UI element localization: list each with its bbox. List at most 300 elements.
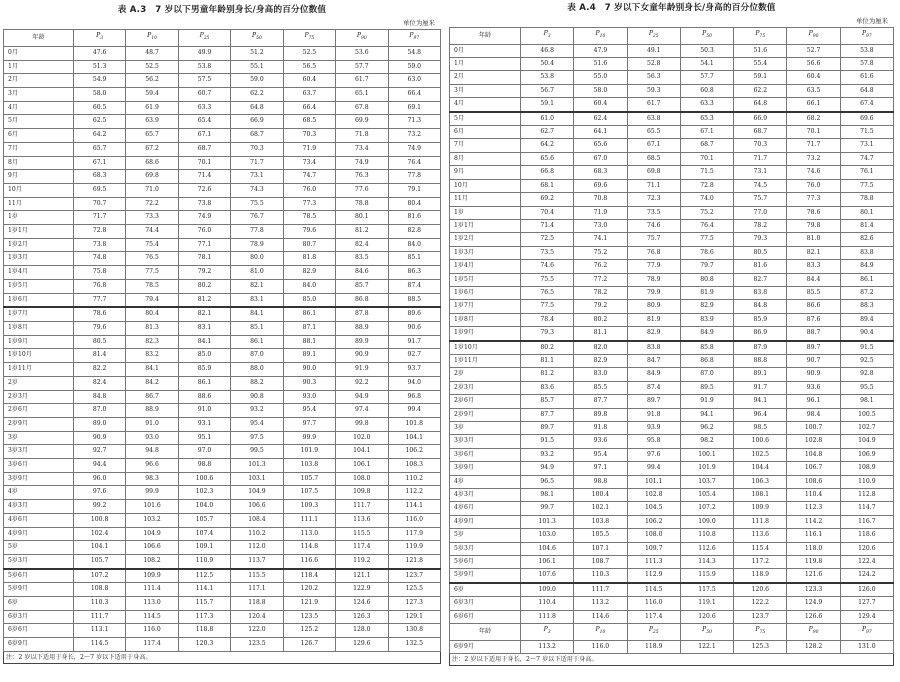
value-cell: 85.8: [680, 341, 733, 355]
value-cell: 61.0: [521, 112, 574, 126]
repeat-header-row: [450, 624, 894, 641]
value-cell: 108.2: [126, 554, 178, 568]
value-cell: 110.9: [840, 475, 893, 488]
value-cell: 117.5: [680, 583, 733, 597]
table-row: [450, 286, 894, 299]
value-cell: 74.7: [840, 152, 893, 165]
value-cell: 120.6: [840, 542, 893, 555]
value-cell: 79.1: [388, 183, 440, 197]
value-cell: 78.1: [178, 252, 230, 266]
value-cell: 80.4: [126, 307, 178, 321]
value-cell: 74.6: [521, 260, 574, 273]
value-cell: 84.9: [840, 260, 893, 273]
value-cell: 78.4: [521, 313, 574, 326]
value-cell: 59.0: [231, 74, 283, 88]
value-cell: 91.8: [627, 408, 680, 421]
value-cell: 68.3: [73, 170, 125, 184]
value-cell: 123.7: [734, 610, 787, 623]
value-cell: 108.1: [734, 489, 787, 502]
value-cell: 82.3: [126, 335, 178, 349]
table-a4: [449, 27, 894, 654]
value-cell: 124.2: [840, 569, 893, 583]
value-cell: 82.4: [336, 238, 388, 252]
value-cell: 104.1: [73, 541, 125, 555]
value-cell: 93.6: [574, 435, 627, 448]
value-cell: 82.9: [574, 354, 627, 367]
value-cell: 79.9: [627, 286, 680, 299]
value-cell: 67.2: [126, 142, 178, 156]
value-cell: 60.5: [73, 101, 125, 115]
value-cell: 109.3: [283, 500, 335, 514]
value-cell: 73.8: [178, 197, 230, 211]
table-row: [4, 390, 441, 404]
value-cell: 90.8: [231, 390, 283, 404]
column-header-p25: $P_{25}$: [627, 28, 680, 45]
value-cell: 52.7: [787, 44, 840, 57]
column-header-p90: $P_{90}$: [336, 30, 388, 47]
value-cell: 111.7: [73, 610, 125, 624]
table-row: [450, 341, 894, 355]
age-cell: 9月: [4, 170, 74, 184]
value-cell: 58.0: [73, 88, 125, 102]
value-cell: 118.9: [734, 569, 787, 583]
age-cell: 1岁11月: [450, 354, 521, 367]
table-header-row: [4, 30, 441, 47]
value-cell: 65.7: [126, 129, 178, 143]
column-header-p97: $P_{97}$: [840, 624, 893, 641]
age-cell: 4岁3月: [4, 500, 74, 514]
age-cell: 2岁6月: [4, 404, 74, 418]
value-cell: 71.0: [126, 183, 178, 197]
value-cell: 82.9: [680, 300, 733, 313]
value-cell: 70.1: [787, 126, 840, 139]
value-cell: 83.5: [336, 252, 388, 266]
value-cell: 69.6: [840, 112, 893, 126]
table-row: [4, 197, 441, 211]
value-cell: 82.1: [231, 279, 283, 293]
value-cell: 76.5: [126, 252, 178, 266]
value-cell: 93.7: [388, 363, 440, 377]
value-cell: 82.2: [73, 363, 125, 377]
column-header-p90: $P_{90}$: [787, 28, 840, 45]
value-cell: 74.6: [627, 219, 680, 232]
value-cell: 78.6: [680, 246, 733, 259]
value-cell: 98.1: [840, 395, 893, 408]
table-row: [4, 279, 441, 293]
value-cell: 93.1: [178, 417, 230, 431]
value-cell: 114.5: [73, 638, 125, 652]
age-cell: 6月: [450, 126, 521, 139]
value-cell: 74.3: [231, 183, 283, 197]
value-cell: 117.1: [231, 583, 283, 597]
value-cell: 90.6: [388, 321, 440, 335]
value-cell: 66.8: [521, 166, 574, 179]
value-cell: 102.1: [574, 502, 627, 515]
value-cell: 68.1: [521, 179, 574, 192]
age-cell: 9月: [450, 166, 521, 179]
value-cell: 77.5: [840, 179, 893, 192]
value-cell: 107.4: [178, 527, 230, 541]
value-cell: 81.2: [178, 293, 230, 307]
age-cell: 2岁: [4, 376, 74, 390]
value-cell: 102.8: [627, 489, 680, 502]
age-cell: 1岁11月: [4, 363, 74, 377]
column-header-p3: $P_3$: [73, 30, 125, 47]
value-cell: 121.1: [336, 569, 388, 583]
value-cell: 95.5: [840, 381, 893, 394]
value-cell: 67.4: [840, 98, 893, 112]
age-cell: 1岁6月: [4, 293, 74, 307]
value-cell: 76.7: [231, 211, 283, 225]
value-cell: 81.4: [73, 349, 125, 363]
value-cell: 87.1: [283, 321, 335, 335]
table-row: [4, 486, 441, 500]
table-row: [450, 58, 894, 71]
value-cell: 82.1: [787, 246, 840, 259]
value-cell: 90.7: [787, 354, 840, 367]
value-cell: 130.8: [388, 624, 440, 638]
value-cell: 55.0: [574, 71, 627, 84]
value-cell: 102.4: [73, 527, 125, 541]
value-cell: 67.8: [336, 101, 388, 115]
value-cell: 100.6: [178, 472, 230, 486]
value-cell: 91.7: [734, 381, 787, 394]
value-cell: 73.3: [126, 211, 178, 225]
value-cell: 103.0: [521, 529, 574, 542]
value-cell: 109.7: [627, 542, 680, 555]
column-header-p10: $P_{10}$: [126, 30, 178, 47]
value-cell: 113.2: [521, 640, 574, 653]
value-cell: 64.8: [231, 101, 283, 115]
table-row: [450, 597, 894, 610]
age-cell: 5岁9月: [4, 583, 74, 597]
value-cell: 54.8: [388, 46, 440, 60]
value-cell: 50.4: [521, 58, 574, 71]
column-header-p50: $P_{50}$: [680, 28, 733, 45]
value-cell: 60.4: [787, 71, 840, 84]
value-cell: 68.5: [283, 115, 335, 129]
value-cell: 108.4: [231, 513, 283, 527]
value-cell: 63.9: [126, 115, 178, 129]
value-cell: 77.5: [126, 266, 178, 280]
value-cell: 104.0: [178, 500, 230, 514]
value-cell: 116.0: [627, 597, 680, 610]
age-cell: 3月: [450, 84, 521, 97]
value-cell: 76.3: [336, 170, 388, 184]
table-row: [4, 307, 441, 321]
value-cell: 125.3: [734, 640, 787, 653]
value-cell: 79.4: [126, 293, 178, 307]
table-row: [450, 219, 894, 232]
value-cell: 123.5: [231, 638, 283, 652]
value-cell: 70.7: [73, 197, 125, 211]
table-row: [450, 273, 894, 286]
value-cell: 52.8: [627, 58, 680, 71]
value-cell: 101.6: [126, 500, 178, 514]
value-cell: 76.8: [73, 279, 125, 293]
value-cell: 74.5: [734, 179, 787, 192]
value-cell: 120.6: [734, 583, 787, 597]
age-cell: 8月: [4, 156, 74, 170]
value-cell: 84.8: [734, 300, 787, 313]
value-cell: 80.9: [627, 300, 680, 313]
age-cell: 5岁: [450, 529, 521, 542]
value-cell: 79.2: [574, 300, 627, 313]
value-cell: 102.5: [734, 448, 787, 461]
value-cell: 93.2: [521, 448, 574, 461]
value-cell: 110.2: [231, 527, 283, 541]
age-cell: 6岁: [450, 583, 521, 597]
value-cell: 87.0: [231, 349, 283, 363]
value-cell: 110.2: [388, 472, 440, 486]
value-cell: 81.0: [231, 266, 283, 280]
age-cell: 4月: [4, 101, 74, 115]
value-cell: 60.8: [680, 84, 733, 97]
value-cell: 127.7: [840, 597, 893, 610]
value-cell: 89.6: [388, 307, 440, 321]
value-cell: 89.7: [521, 422, 574, 435]
value-cell: 51.6: [574, 58, 627, 71]
value-cell: 89.8: [574, 408, 627, 421]
value-cell: 73.2: [787, 152, 840, 165]
value-cell: 112.6: [680, 542, 733, 555]
value-cell: 85.5: [787, 286, 840, 299]
value-cell: 80.2: [574, 313, 627, 326]
value-cell: 109.8: [336, 486, 388, 500]
table-row: [4, 638, 441, 652]
value-cell: 91.9: [680, 395, 733, 408]
value-cell: 97.6: [627, 448, 680, 461]
value-cell: 56.3: [627, 71, 680, 84]
value-cell: 80.5: [73, 335, 125, 349]
value-cell: 74.4: [126, 225, 178, 239]
value-cell: 109.1: [178, 541, 230, 555]
value-cell: 110.4: [787, 489, 840, 502]
value-cell: 88.1: [283, 335, 335, 349]
value-cell: 82.9: [283, 266, 335, 280]
value-cell: 110.4: [521, 597, 574, 610]
value-cell: 77.5: [521, 300, 574, 313]
value-cell: 75.5: [231, 197, 283, 211]
value-cell: 117.9: [388, 527, 440, 541]
value-cell: 89.4: [840, 313, 893, 326]
value-cell: 92.7: [388, 349, 440, 363]
value-cell: 46.8: [521, 44, 574, 57]
table-row: [4, 445, 441, 459]
value-cell: 62.2: [231, 88, 283, 102]
age-cell: 4月: [450, 98, 521, 112]
value-cell: 121.9: [283, 597, 335, 611]
value-cell: 113.0: [126, 597, 178, 611]
value-cell: 121.8: [388, 554, 440, 568]
value-cell: 61.7: [336, 74, 388, 88]
age-cell: 4岁9月: [450, 515, 521, 528]
value-cell: 98.3: [126, 472, 178, 486]
value-cell: 74.7: [283, 170, 335, 184]
value-cell: 84.9: [680, 327, 733, 341]
value-cell: 70.3: [231, 142, 283, 156]
value-cell: 103.7: [680, 475, 733, 488]
column-header-p90: $P_{90}$: [787, 624, 840, 641]
table-a3-caption: 表 A.3 7 岁以下男童年龄别身长/身高的百分位数值: [117, 5, 327, 15]
value-cell: 96.6: [126, 459, 178, 473]
value-cell: 76.0: [787, 179, 840, 192]
table-row: [4, 74, 441, 88]
value-cell: 126.3: [336, 610, 388, 624]
value-cell: 107.2: [73, 569, 125, 583]
age-cell: 11月: [4, 197, 74, 211]
value-cell: 96.0: [73, 472, 125, 486]
value-cell: 108.3: [388, 459, 440, 473]
value-cell: 77.3: [283, 197, 335, 211]
value-cell: 101.3: [521, 515, 574, 528]
value-cell: 114.5: [126, 610, 178, 624]
age-cell: 1岁3月: [450, 246, 521, 259]
value-cell: 81.3: [126, 321, 178, 335]
value-cell: 56.6: [787, 58, 840, 71]
value-cell: 85.7: [336, 279, 388, 293]
value-cell: 78.2: [734, 219, 787, 232]
value-cell: 101.9: [680, 462, 733, 475]
value-cell: 49.9: [178, 46, 230, 60]
table-row: [450, 84, 894, 97]
value-cell: 115.5: [336, 527, 388, 541]
value-cell: 75.4: [126, 238, 178, 252]
value-cell: 84.4: [787, 273, 840, 286]
value-cell: 98.8: [574, 475, 627, 488]
value-cell: 81.0: [787, 233, 840, 246]
value-cell: 82.8: [388, 225, 440, 239]
value-cell: 65.3: [680, 112, 733, 126]
age-cell: 3岁6月: [4, 459, 74, 473]
value-cell: 94.1: [680, 408, 733, 421]
table-row: [450, 395, 894, 408]
value-cell: 90.9: [787, 368, 840, 381]
value-cell: 104.1: [388, 431, 440, 445]
value-cell: 68.7: [178, 142, 230, 156]
value-cell: 90.9: [73, 431, 125, 445]
value-cell: 98.2: [680, 435, 733, 448]
value-cell: 113.0: [283, 527, 335, 541]
value-cell: 69.8: [126, 170, 178, 184]
value-cell: 97.7: [283, 417, 335, 431]
value-cell: 93.2: [231, 404, 283, 418]
column-header-p75: $P_{75}$: [283, 30, 335, 47]
value-cell: 91.0: [126, 417, 178, 431]
value-cell: 76.8: [627, 246, 680, 259]
table-row: [450, 126, 894, 139]
value-cell: 74.8: [73, 252, 125, 266]
age-cell: 1岁6月: [450, 286, 521, 299]
table-row: [4, 431, 441, 445]
value-cell: 59.3: [627, 84, 680, 97]
value-cell: 89.7: [787, 341, 840, 355]
value-cell: 97.4: [336, 404, 388, 418]
value-cell: 49.1: [627, 44, 680, 57]
value-cell: 117.4: [126, 638, 178, 652]
column-header-p97: $P_{97}$: [840, 28, 893, 45]
value-cell: 88.6: [178, 390, 230, 404]
value-cell: 100.1: [680, 448, 733, 461]
age-cell: 2岁: [450, 368, 521, 381]
value-cell: 80.2: [521, 341, 574, 355]
value-cell: 63.5: [787, 84, 840, 97]
table-row: [4, 321, 441, 335]
value-cell: 84.6: [336, 266, 388, 280]
age-cell: 3月: [4, 88, 74, 102]
value-cell: 105.7: [178, 513, 230, 527]
table-row: [450, 71, 894, 84]
value-cell: 78.6: [73, 307, 125, 321]
value-cell: 61.7: [627, 98, 680, 112]
value-cell: 51.6: [734, 44, 787, 57]
value-cell: 108.9: [840, 462, 893, 475]
table-row: [4, 115, 441, 129]
column-header-p25: $P_{25}$: [178, 30, 230, 47]
value-cell: 104.9: [840, 435, 893, 448]
value-cell: 71.7: [73, 211, 125, 225]
value-cell: 104.9: [126, 527, 178, 541]
value-cell: 66.4: [283, 101, 335, 115]
value-cell: 121.6: [787, 569, 840, 583]
value-cell: 109.0: [521, 583, 574, 597]
value-cell: 76.0: [283, 183, 335, 197]
value-cell: 99.4: [627, 462, 680, 475]
value-cell: 94.0: [388, 376, 440, 390]
age-cell: 6岁6月: [4, 624, 74, 638]
value-cell: 60.4: [283, 74, 335, 88]
value-cell: 83.8: [840, 246, 893, 259]
table-row: [450, 166, 894, 179]
value-cell: 96.4: [734, 408, 787, 421]
value-cell: 103.8: [283, 459, 335, 473]
value-cell: 84.7: [627, 354, 680, 367]
value-cell: 86.8: [680, 354, 733, 367]
value-cell: 70.8: [574, 193, 627, 206]
table-row: [4, 88, 441, 102]
table-row: [4, 349, 441, 363]
value-cell: 72.8: [680, 179, 733, 192]
value-cell: 120.2: [283, 583, 335, 597]
value-cell: 112.2: [388, 486, 440, 500]
value-cell: 126.6: [787, 610, 840, 623]
value-cell: 70.4: [521, 206, 574, 219]
table-row: [4, 129, 441, 143]
value-cell: 78.9: [231, 238, 283, 252]
value-cell: 113.6: [336, 513, 388, 527]
value-cell: 81.6: [734, 260, 787, 273]
value-cell: 95.4: [231, 417, 283, 431]
value-cell: 87.8: [336, 307, 388, 321]
value-cell: 78.8: [336, 197, 388, 211]
table-row: [450, 300, 894, 313]
value-cell: 67.1: [73, 156, 125, 170]
value-cell: 118.0: [787, 542, 840, 555]
value-cell: 88.5: [388, 293, 440, 307]
value-cell: 64.2: [521, 139, 574, 152]
value-cell: 124.6: [336, 597, 388, 611]
value-cell: 85.1: [388, 252, 440, 266]
value-cell: 65.1: [336, 88, 388, 102]
value-cell: 114.7: [840, 502, 893, 515]
value-cell: 77.3: [787, 193, 840, 206]
value-cell: 95.1: [178, 431, 230, 445]
value-cell: 81.2: [521, 368, 574, 381]
table-row: [4, 569, 441, 583]
value-cell: 122.9: [336, 583, 388, 597]
value-cell: 111.7: [336, 500, 388, 514]
value-cell: 103.1: [231, 472, 283, 486]
